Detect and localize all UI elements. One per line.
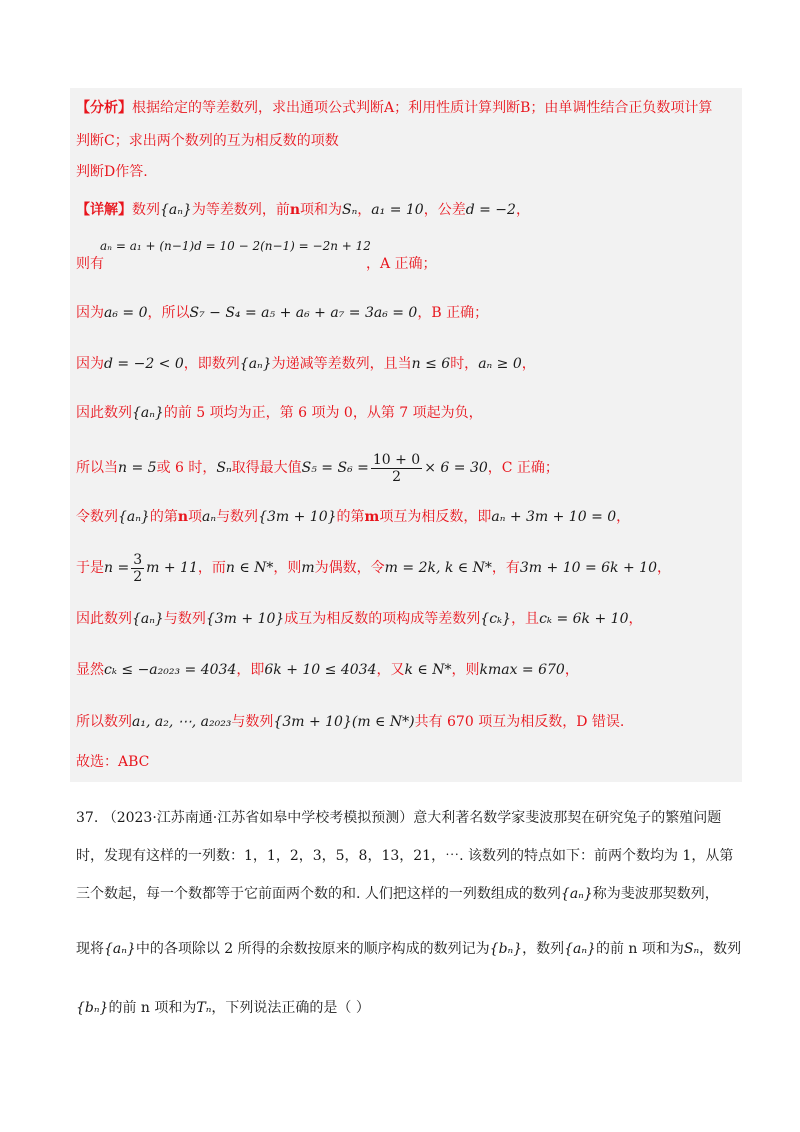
- text: 取得最大值: [231, 460, 302, 476]
- math: a₁, a₂, ⋯, a₂₀₂₃: [132, 714, 232, 730]
- math: S₇ − S₄ = a₅ + a₆ + a₇ = 3a₆ = 0: [189, 305, 418, 321]
- text: ，且: [511, 611, 540, 627]
- analysis-text: 判断D作答.: [76, 164, 148, 180]
- math: Tₙ: [196, 1000, 212, 1016]
- math: {aₙ}: [160, 202, 192, 218]
- question-line-2: [76, 846, 733, 866]
- question-text: ，下列说法正确的是（ ）: [211, 1000, 370, 1016]
- math: {bₙ}: [489, 941, 523, 957]
- text: ，: [515, 202, 530, 218]
- question-text: 37. （2023·江苏南通·江苏省如皋中学校考模拟预测）意大利著名数学家斐波那契在研究兔子的繁殖问题: [76, 810, 722, 826]
- text: 为偶数，令: [314, 560, 385, 576]
- detail-formula-an: [100, 236, 371, 256]
- fraction-numerator: 10 + 0: [372, 451, 421, 468]
- text: ，: [357, 202, 372, 218]
- question-line-1: [76, 808, 721, 828]
- math: k ∈ N*: [404, 662, 452, 678]
- text: ，: [656, 560, 671, 576]
- text: ，: [521, 356, 536, 372]
- question-line-5: [76, 998, 370, 1018]
- question-line-3: [76, 884, 719, 904]
- question-text: 三个数起，每一个数都等于它前面两个数的和. 人们把这样的一列数组成的数列: [76, 886, 561, 902]
- detail-line-11: [76, 712, 624, 732]
- math: {aₙ}: [564, 941, 596, 957]
- math: × 6 = 30: [424, 460, 488, 476]
- text: n: [177, 509, 189, 525]
- math: a₆ = 0: [104, 305, 148, 321]
- question-text: 的前 n 项和为: [595, 941, 684, 957]
- text: 则有: [76, 256, 104, 272]
- text: ，而: [197, 560, 226, 576]
- text: ，即数列: [183, 356, 240, 372]
- analysis-line-1: [76, 98, 712, 118]
- detail-line-3: [76, 303, 488, 323]
- analysis-text: 判断C；求出两个数列的互为相反数的项数: [76, 133, 339, 149]
- text: 成互为相反数的项构成等差数列: [284, 611, 481, 627]
- text: m: [364, 509, 380, 525]
- text: 令数列: [76, 509, 118, 525]
- text: n: [289, 202, 301, 218]
- math: aₙ: [202, 509, 217, 525]
- fraction: [371, 452, 422, 485]
- text: 显然: [76, 662, 104, 678]
- answer-text: 故选：ABC: [76, 754, 150, 770]
- math: {aₙ}: [132, 611, 164, 627]
- math: 3m + 10 = 6k + 10: [519, 560, 657, 576]
- analysis-line-3: [76, 162, 148, 182]
- text: 的第: [149, 509, 178, 525]
- text: 所以数列: [76, 714, 132, 730]
- math: {aₙ}: [239, 356, 272, 372]
- text: 项和为: [300, 202, 343, 218]
- math: d = −2 < 0: [104, 356, 184, 372]
- question-text: 时，发现有这样的一列数：1，1，2，3，5，8，13，21，⋯. 该数列的特点如下：前两个数均为 1，从第: [76, 848, 734, 864]
- math: m = 2k, k ∈ N*: [384, 560, 492, 576]
- text: 项: [188, 509, 203, 525]
- math: Sₙ: [683, 941, 700, 957]
- text: ，则: [273, 560, 302, 576]
- text: 的前 5 项均为正，第 6 项为 0，从第 7 项起为负，: [163, 405, 483, 421]
- text: ，又: [376, 662, 405, 678]
- text: 的第: [336, 509, 365, 525]
- answer-line: [76, 752, 149, 772]
- detail-line-7: [76, 507, 630, 527]
- analysis-text: 根据给定的等差数列，求出通项公式判断A；利用性质计算判断B；由单调性结合正负数项计算: [132, 100, 713, 116]
- math: n = 5: [118, 460, 157, 476]
- question-text: ，数列: [699, 941, 742, 957]
- text: 共有 670 项互为相反数，D 错误.: [414, 714, 625, 730]
- detail-line-8: [76, 550, 671, 586]
- text: ，A 正确；: [366, 256, 437, 272]
- math: m + 11: [146, 560, 198, 576]
- math: aₙ = a₁ + (n−1)d = 10 − 2(n−1) = −2n + 12: [100, 239, 371, 253]
- math: {3m + 10}: [258, 509, 337, 525]
- math: {3m + 10}(m ∈ N*): [273, 714, 415, 730]
- text: ，B 正确；: [417, 305, 489, 321]
- text: ，C 正确；: [487, 460, 559, 476]
- question-text: 的前 n 项和为: [108, 1000, 197, 1016]
- math: d = −2: [465, 202, 516, 218]
- fraction-denominator: 2: [133, 568, 143, 585]
- math: Sₙ: [342, 202, 358, 218]
- math: Sₙ: [216, 460, 232, 476]
- detail-tag: 【详解】: [76, 202, 132, 218]
- math: cₖ = 6k + 10: [539, 611, 629, 627]
- fraction-denominator: 2: [392, 468, 401, 485]
- question-text: 现将: [76, 941, 104, 957]
- text: 或 6 时，: [156, 460, 217, 476]
- math: n ≤ 6: [411, 356, 451, 372]
- math: m: [301, 560, 315, 576]
- text: 时，: [450, 356, 479, 372]
- math: a₁ = 10: [371, 202, 424, 218]
- text: ，: [628, 611, 643, 627]
- math: {aₙ}: [132, 405, 164, 421]
- text: 所以当: [76, 460, 118, 476]
- math: kmax = 670: [479, 662, 565, 678]
- math: {cₖ}: [480, 611, 512, 627]
- math: 6k + 10 ≤ 4034: [264, 662, 377, 678]
- math: n =: [104, 560, 130, 576]
- detail-line-1: [76, 200, 530, 220]
- text: 与数列: [231, 714, 274, 730]
- math: aₙ ≥ 0: [478, 356, 522, 372]
- math: {bₙ}: [76, 1000, 109, 1016]
- text: ，则: [451, 662, 480, 678]
- detail-line-10: [76, 660, 579, 680]
- text: ，: [616, 509, 631, 525]
- text: ，公差: [423, 202, 466, 218]
- question-text: ，数列: [522, 941, 565, 957]
- math: aₙ + 3m + 10 = 0: [491, 509, 617, 525]
- text: 项互为相反数，即: [379, 509, 492, 525]
- text: ，即: [236, 662, 265, 678]
- text: ，所以: [147, 305, 190, 321]
- text: 与数列: [163, 611, 206, 627]
- math: cₖ ≤ −a₂₀₂₃ = 4034: [104, 662, 237, 678]
- math: {aₙ}: [104, 941, 136, 957]
- text: ，有: [491, 560, 520, 576]
- question-text: 中的各项除以 2 所得的余数按原来的顺序构成的数列记为: [135, 941, 490, 957]
- text: 于是: [76, 560, 104, 576]
- analysis-tag: 【分析】: [76, 100, 132, 116]
- math: {aₙ}: [560, 886, 593, 902]
- text: 为等差数列，前: [191, 202, 290, 218]
- text: 因此数列: [76, 405, 132, 421]
- detail-line-5: [76, 403, 483, 423]
- fraction-numerator: 3: [133, 551, 143, 568]
- text: 因为: [76, 305, 104, 321]
- math: {3m + 10}: [205, 611, 285, 627]
- detail-line-6: [76, 450, 559, 486]
- text: 为递减等差数列，且当: [271, 356, 412, 372]
- question-line-4: [76, 939, 741, 959]
- math: S₅ = S₆ =: [301, 460, 369, 476]
- math: n ∈ N*: [225, 560, 274, 576]
- question-text: 称为斐波那契数列，: [592, 886, 719, 902]
- text: ，: [564, 662, 579, 678]
- text: 数列: [132, 202, 160, 218]
- text: 因为: [76, 356, 104, 372]
- analysis-line-2: [76, 131, 339, 151]
- fraction: [131, 552, 144, 585]
- detail-line-2: [76, 254, 437, 274]
- detail-line-9: [76, 609, 642, 629]
- text: 因此数列: [76, 611, 132, 627]
- math: {aₙ}: [118, 509, 150, 525]
- detail-line-4: [76, 354, 536, 374]
- text: 与数列: [216, 509, 259, 525]
